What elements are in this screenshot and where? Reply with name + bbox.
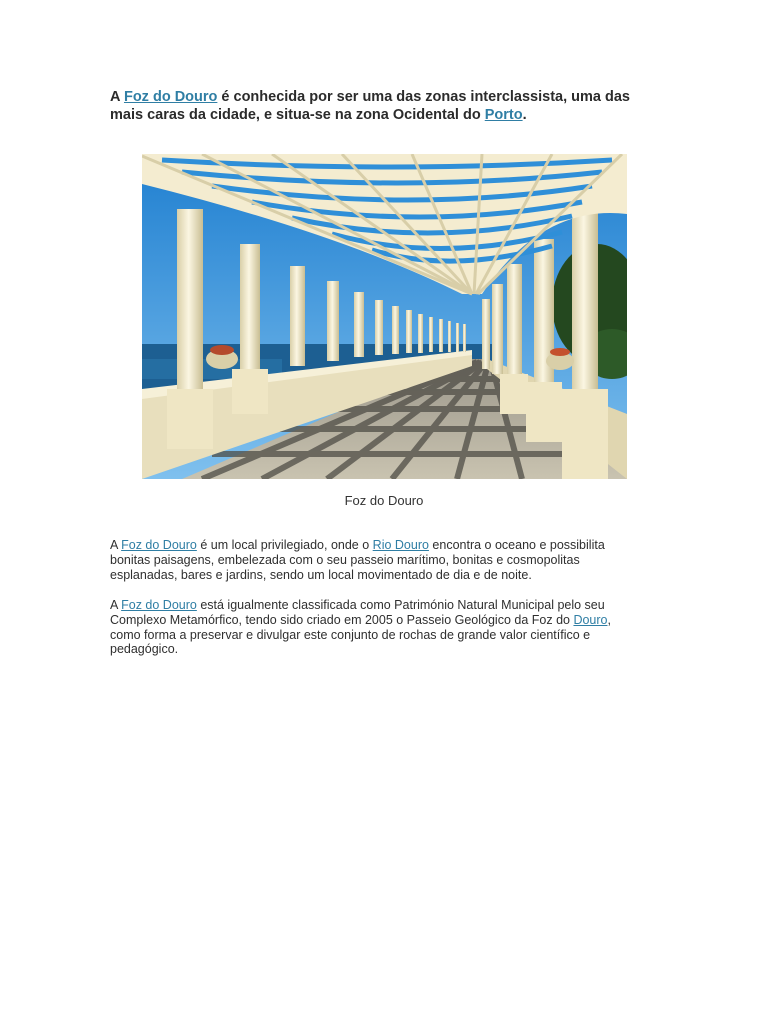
lead-text: é conhecida por ser uma das zonas interclassista, uma das mais caras da cidade, e situa-se na zona Ocidental do [110,89,630,123]
pergola-photo [142,154,627,479]
link-foz-do-douro[interactable]: Foz do Douro [123,89,218,105]
lead-paragraph [110,89,655,124]
link-rio-douro[interactable]: Rio Douro [372,538,429,552]
link-foz-do-douro[interactable]: Foz do Douro [121,538,197,552]
paragraph-text: está igualmente classificada como Património Natural Municipal pelo seu Complexo Metamórfico, tendo sido criado em 2005 o Passeio Geológico da Foz do [110,598,605,627]
paragraph-text: é um local privilegiado, onde o [196,538,373,552]
paragraph-text: encontra o oceano e possibilita bonitas paisagens, embelezada com o seu passeio marítimo, bonitas e cosmopolitas esplanadas, bares e jardins, sendo um local movimentado de dia e de noite. [110,538,605,582]
lead-text: . [522,106,527,123]
pergola-illustration [142,154,627,479]
link-douro[interactable]: Douro [573,612,608,627]
paragraph-text: , como forma a preservar e divulgar este conjunto de rochas de grande valor científico e pedagógico. [110,612,611,657]
paragraph-text: A [110,538,122,552]
link-porto[interactable]: Porto [484,106,523,123]
lead-text: A [110,89,124,105]
paragraph-text: A [110,598,122,612]
paragraph-2 [110,598,630,657]
figure-caption: Foz do Douro [344,493,424,508]
link-foz-do-douro[interactable]: Foz do Douro [121,598,197,612]
paragraph-1 [110,538,630,582]
